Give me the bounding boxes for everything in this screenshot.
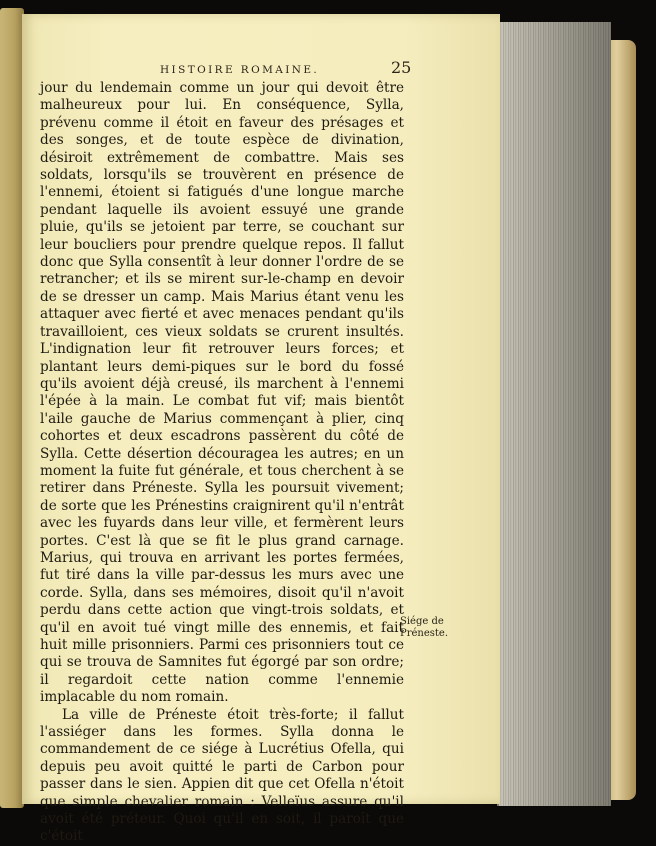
body-text xyxy=(40,80,404,846)
running-head xyxy=(22,60,500,80)
paragraph-2: La ville de Préneste étoit très-forte; il fallut l'assiéger dans les formes. Sylla donna le commandement de ce siége à Lucrétius Ofella, qui depuis peu avoit quitté le parti de Carbon pour passer dans le sien. Appien dit que cet Ofella n'étoit que simple chevalier romain : Velleïus assure qu'il avoit été préteur. Quoi qu'il en soit, il paroît que c'étoit xyxy=(40,706,404,845)
paragraph-1: jour du lendemain comme un jour qui devoit être malheureux pour lui. En conséquence, Sylla, prévenu comme il étoit en faveur des présages et des songes, et de toute espèce de divination, désiroit extrêmement de combattre. Mais ses soldats, lorsqu'ils se trouvèrent en présence de l'ennemi, étoient si fatigués d'une longue marche pendant laquelle ils avoient essuyé une grande pluie, qu'ils se jetoient par terre, se couchant sur leur boucliers pour prendre quelque repos. Il fallut donc que Sylla consentît à leur donner l'ordre de se retrancher; et ils se mirent sur-le-champ en devoir de se dresser un camp. Mais Marius étant venu les attaquer avec fierté et avec menaces pendant qu'ils travailloient, ces vieux soldats se crurent insultés. L'indignation leur fit retrouver leurs forces; et plantant leurs demi-piques sur le bord du fossé qu'ils avoient déjà creusé, ils marchent à l'ennemi l'épée à la main. Le combat fut vif; mais bientôt l'aile gauche de Marius commençant à plier, cinq cohortes et deux escadrons passèrent du côté de Sylla. Cette désertion découragea les autres; en un moment la fuite fut générale, et tous cherchent à se retirer dans Préneste. Sylla les poursuit vivement; de sorte que les Prénestins craignirent qu'il n'entrât avec les fuyards dans leur ville, et fermèrent leurs portes. C'est là que se fit le plus grand carnage. Marius, qui trouva en arrivant les portes fermées, fut tiré dans la ville par-dessus les murs avec une corde. Sylla, dans ses mémoires, disoit qu'il n'avoit perdu dans cette action que vingt-trois soldats, et qu'il en avoit tué vingt mille des ennemis, et fait huit mille prisonniers. Parmi ces prisonniers tout ce qui se trouva de Samnites fut égorgé par son ordre; il regardoit cette nation comme l'ennemie implacable du nom romain. xyxy=(40,80,404,706)
running-title: HISTOIRE ROMAINE. xyxy=(160,64,320,76)
left-cover-edge xyxy=(0,8,24,808)
page-number: 25 xyxy=(391,58,412,77)
page-fore-edge xyxy=(497,22,611,806)
book-page xyxy=(22,14,500,845)
margin-note: Siége de Préneste. xyxy=(400,616,449,639)
